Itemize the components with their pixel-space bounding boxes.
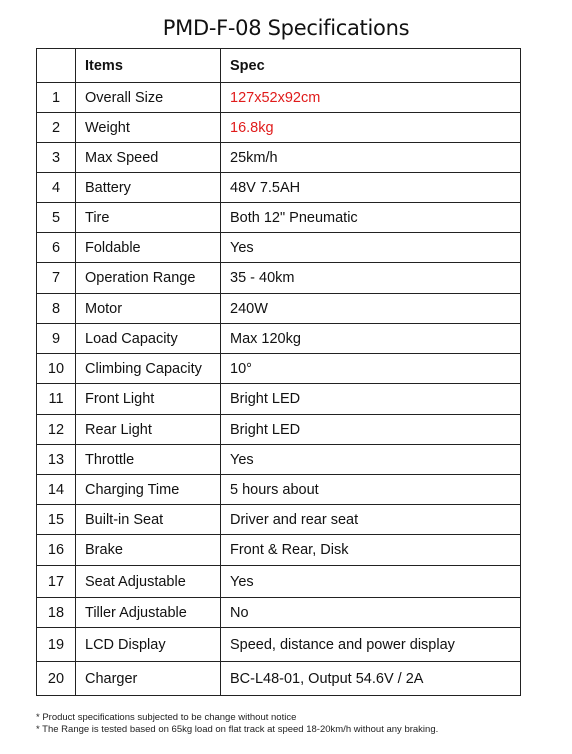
row-spec: Yes xyxy=(221,233,521,263)
header-spec: Spec xyxy=(221,49,521,83)
row-spec: Max 120kg xyxy=(221,324,521,354)
row-spec: Driver and rear seat xyxy=(221,505,521,535)
row-number: 7 xyxy=(37,263,76,294)
row-item: Weight xyxy=(76,113,221,143)
table-row xyxy=(37,354,521,384)
document-title: PMD-F-08 Specifications xyxy=(162,16,410,40)
row-spec: Bright LED xyxy=(221,415,521,445)
row-item: Motor xyxy=(76,294,221,324)
table-row xyxy=(37,324,521,354)
row-spec: Yes xyxy=(221,445,521,475)
row-spec: No xyxy=(221,598,521,628)
row-item: Brake xyxy=(76,535,221,566)
table-row xyxy=(37,173,521,203)
row-number: 4 xyxy=(37,173,76,203)
row-number: 5 xyxy=(37,203,76,233)
row-item: Max Speed xyxy=(76,143,221,173)
row-spec: 48V 7.5AH xyxy=(221,173,521,203)
row-number: 15 xyxy=(37,505,76,535)
table-row xyxy=(37,662,521,696)
table-row xyxy=(37,415,521,445)
row-spec: Yes xyxy=(221,566,521,598)
row-number: 10 xyxy=(37,354,76,384)
table-row xyxy=(37,505,521,535)
row-spec: 25km/h xyxy=(221,143,521,173)
row-item: LCD Display xyxy=(76,628,221,662)
row-item: Tire xyxy=(76,203,221,233)
row-number: 2 xyxy=(37,113,76,143)
table-row xyxy=(37,384,521,415)
row-spec: Speed, distance and power display xyxy=(221,628,521,662)
row-number: 6 xyxy=(37,233,76,263)
row-spec: Front & Rear, Disk xyxy=(221,535,521,566)
table-row xyxy=(37,263,521,294)
row-spec: BC-L48-01, Output 54.6V / 2A xyxy=(221,662,521,696)
row-item: Load Capacity xyxy=(76,324,221,354)
row-spec: 5 hours about xyxy=(221,475,521,505)
row-number: 1 xyxy=(37,83,76,113)
footnote: * Product specifications subjected to be change without notice xyxy=(36,712,297,723)
row-number: 11 xyxy=(37,384,76,415)
row-number: 9 xyxy=(37,324,76,354)
row-spec: 10° xyxy=(221,354,521,384)
row-number: 14 xyxy=(37,475,76,505)
row-number: 17 xyxy=(37,566,76,598)
row-item: Front Light xyxy=(76,384,221,415)
row-item: Built-in Seat xyxy=(76,505,221,535)
specifications-table xyxy=(36,48,521,696)
row-spec: 240W xyxy=(221,294,521,324)
row-item: Rear Light xyxy=(76,415,221,445)
table-row xyxy=(37,628,521,662)
row-item: Foldable xyxy=(76,233,221,263)
table-row xyxy=(37,113,521,143)
row-spec: Both 12" Pneumatic xyxy=(221,203,521,233)
row-item: Climbing Capacity xyxy=(76,354,221,384)
row-item: Operation Range xyxy=(76,263,221,294)
row-number: 3 xyxy=(37,143,76,173)
table-row xyxy=(37,566,521,598)
header-items: Items xyxy=(76,49,221,83)
table-row xyxy=(37,143,521,173)
header-number xyxy=(37,49,76,83)
row-item: Seat Adjustable xyxy=(76,566,221,598)
row-spec: 127x52x92cm xyxy=(221,83,521,113)
row-spec: 16.8kg xyxy=(221,113,521,143)
row-item: Battery xyxy=(76,173,221,203)
row-number: 18 xyxy=(37,598,76,628)
row-number: 16 xyxy=(37,535,76,566)
table-body xyxy=(37,83,521,696)
table-row xyxy=(37,83,521,113)
table-row xyxy=(37,475,521,505)
table-row xyxy=(37,598,521,628)
row-item: Throttle xyxy=(76,445,221,475)
table-row xyxy=(37,233,521,263)
row-item: Overall Size xyxy=(76,83,221,113)
footnotes xyxy=(36,712,438,736)
table-row xyxy=(37,294,521,324)
row-spec: 35 - 40km xyxy=(221,263,521,294)
row-number: 20 xyxy=(37,662,76,696)
row-number: 8 xyxy=(37,294,76,324)
footnote: * The Range is tested based on 65kg load on flat track at speed 18-20km/h without any braking. xyxy=(36,724,439,735)
row-item: Tiller Adjustable xyxy=(76,598,221,628)
row-number: 12 xyxy=(37,415,76,445)
table-row xyxy=(37,535,521,566)
row-number: 19 xyxy=(37,628,76,662)
table-header-row xyxy=(37,49,521,83)
table-row xyxy=(37,445,521,475)
table-row xyxy=(37,203,521,233)
row-spec: Bright LED xyxy=(221,384,521,415)
row-item: Charger xyxy=(76,662,221,696)
row-item: Charging Time xyxy=(76,475,221,505)
row-number: 13 xyxy=(37,445,76,475)
